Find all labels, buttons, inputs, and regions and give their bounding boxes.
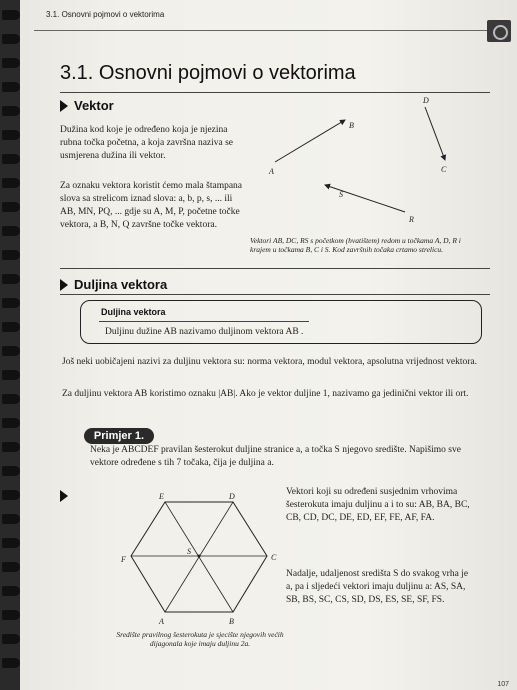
- hexagon-center-point: [198, 555, 201, 558]
- binding-ring: [2, 58, 20, 68]
- vector-dc: [425, 107, 445, 160]
- vectors-figure-caption: Vektori AB, DC, RS s početkom (hvatištem) redom u točkama A, D, R i krajem u točkama B, C i S. Kod završnih točaka crtamo strelicu.: [250, 236, 461, 254]
- point-label-b: B: [349, 121, 354, 130]
- adjacent-vectors-para: Vektori koji su određeni susjednim vrhovima šesterokuta imaju duljinu a i to su: AB, BA, BC, CB, CD, DC, DE, ED, EF, FE, AF, FA.: [286, 487, 470, 523]
- point-label-a: A: [269, 167, 274, 176]
- definition-rule: [99, 321, 309, 322]
- binding-ring: [2, 466, 20, 476]
- spiral-binding: [0, 0, 22, 690]
- binding-ring: [2, 178, 20, 188]
- example-badge: Primjer 1.: [84, 428, 154, 444]
- section-marker-icon: [60, 100, 68, 112]
- hex-label-e: E: [159, 492, 164, 501]
- binding-ring: [2, 610, 20, 620]
- definition-box: [80, 300, 482, 344]
- binding-ring: [2, 586, 20, 596]
- textbook-page: [20, 0, 517, 690]
- hexagon-caption: Središte pravilnog šesterokuta je sjecište njegovih većih dijagonala koje imaju duljinu 2a.: [116, 630, 284, 648]
- figure-marker-icon: [60, 490, 68, 502]
- hex-label-f: F: [121, 555, 126, 564]
- point-label-s: S: [339, 190, 343, 199]
- binding-ring: [2, 442, 20, 452]
- page-number: 107: [497, 681, 509, 688]
- running-title: 3.1. Osnovni pojmovi o vektorima: [46, 10, 165, 19]
- vector-ab: [275, 120, 345, 162]
- norm-names-para: Još neki uobičajeni nazivi za duljinu vektora su: norma vektora, modul vektora, apsolutna vrijednost vektora.: [62, 357, 477, 367]
- binding-ring: [2, 658, 20, 668]
- hex-label-c: C: [271, 553, 277, 562]
- section-heading-duljina-text: Duljina vektora: [74, 277, 168, 292]
- binding-ring: [2, 106, 20, 116]
- binding-ring: [2, 202, 20, 212]
- vectors-figure: [255, 92, 465, 227]
- hex-label-d: D: [229, 492, 235, 501]
- chapter-tab: [487, 20, 511, 42]
- binding-ring: [2, 562, 20, 572]
- definition-text: Duljinu dužine AB nazivamo duljinom vektora AB .: [105, 327, 304, 337]
- hex-label-s: S: [187, 547, 191, 556]
- binding-ring: [2, 10, 20, 20]
- point-label-r: R: [409, 215, 414, 224]
- hexagon-figure: [105, 490, 290, 630]
- section-rule: [60, 294, 490, 295]
- point-label-c: C: [441, 165, 447, 174]
- binding-ring: [2, 154, 20, 164]
- binding-ring: [2, 538, 20, 548]
- unit-vector-para: Za duljinu vektora AB koristimo oznaku |AB|. Ako je vektor duljine 1, nazivamo ga jedinični vektor ili ort.: [62, 389, 469, 399]
- binding-ring: [2, 370, 20, 380]
- vektor-definition-para: Dužina kod koje je određeno koja je njezina rubna točka početna, a koja završna naziva se usmjerena dužina ili vektor.: [60, 125, 234, 161]
- binding-ring: [2, 634, 20, 644]
- binding-ring: [2, 34, 20, 44]
- binding-ring: [2, 394, 20, 404]
- center-vectors-para: Nadalje, udaljenost središta S do svakog vrha je a, pa i sljedeći vektori imaju duljinu a: AS, SA, SB, BS, SC, CS, SD, DS, ES, SE, SF, FS.: [286, 569, 469, 605]
- chapter-title: 3.1. Osnovni pojmovi o vektorima: [60, 62, 356, 84]
- binding-ring: [2, 346, 20, 356]
- binding-ring: [2, 490, 20, 500]
- section-heading-duljina: [60, 277, 167, 292]
- binding-ring: [2, 514, 20, 524]
- binding-ring: [2, 250, 20, 260]
- binding-ring: [2, 418, 20, 428]
- point-label-d: D: [423, 96, 429, 105]
- binding-ring: [2, 298, 20, 308]
- vector-rs: [325, 185, 405, 212]
- binding-ring: [2, 130, 20, 140]
- section-rule: [60, 268, 490, 269]
- hex-label-b: B: [229, 617, 234, 626]
- section-heading-vektor: [60, 98, 114, 113]
- definition-title: Duljina vektora: [101, 307, 166, 317]
- section-marker-icon: [60, 279, 68, 291]
- binding-ring: [2, 322, 20, 332]
- hex-label-a: A: [159, 617, 164, 626]
- vektor-notation-para: Za oznaku vektora koristit ćemo mala štampana slova sa strelicom iznad slova: a, b, p, s, ... ili AB, MN, PQ, ... gdje su A, M, P, početne točke vektora, a B, N, Q završne točke vektora.: [60, 181, 243, 230]
- binding-ring: [2, 274, 20, 284]
- example-intro: Neka je ABCDEF pravilan šesterokut duljine stranice a, a točka S njegovo središte. Napišimo sve vektore određene s tih 7 točaka, čija je duljina a.: [90, 445, 461, 468]
- binding-ring: [2, 226, 20, 236]
- binding-ring: [2, 82, 20, 92]
- section-heading-vektor-text: Vektor: [74, 98, 114, 113]
- chapter-tab-icon: [493, 25, 508, 40]
